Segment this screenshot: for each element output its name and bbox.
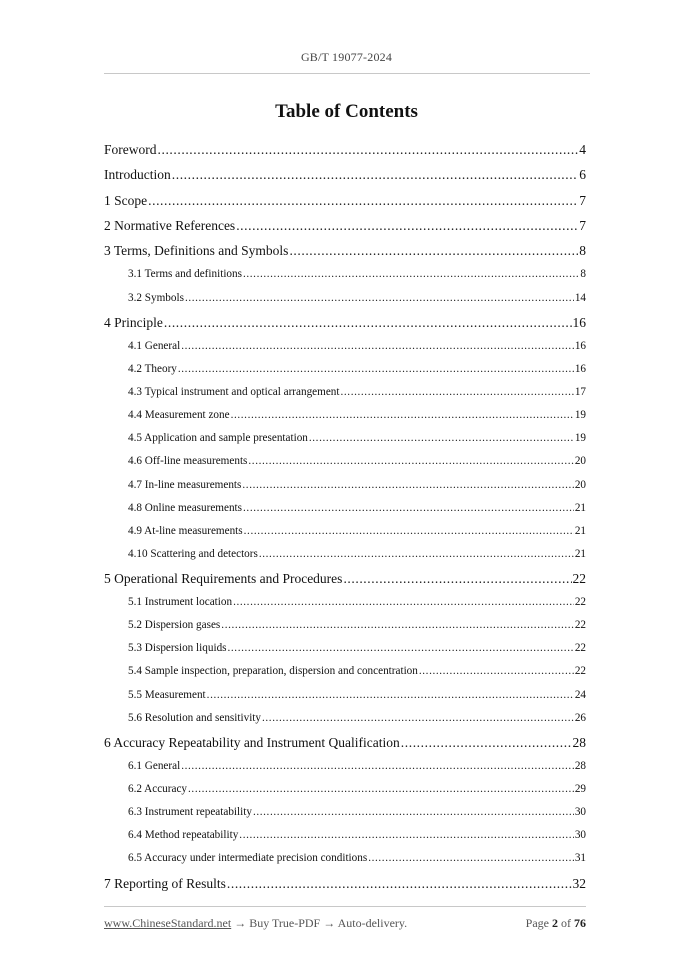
toc-page-number: 31 — [574, 852, 586, 865]
toc-subentry[interactable] — [104, 520, 586, 543]
toc-entry[interactable] — [104, 566, 586, 591]
dot-leader — [231, 404, 574, 427]
toc-entry-title: 4.3 Typical instrument and optical arrangement — [128, 386, 340, 399]
toc-entry-title: Foreword — [104, 142, 157, 157]
document-header: GB/T 19077-2024 — [300, 50, 393, 64]
toc-entry[interactable] — [104, 188, 586, 213]
toc-page-number: 32 — [572, 875, 586, 891]
toc-page-number: 22 — [574, 619, 586, 632]
toc-subentry[interactable] — [104, 824, 586, 847]
toc-entry-title: 6.2 Accuracy — [128, 783, 188, 796]
toc-subentry[interactable] — [104, 381, 586, 404]
arrow-icon: → — [234, 916, 247, 930]
toc-subentry[interactable] — [104, 614, 586, 637]
toc-entry-title: 2 Normative References — [104, 217, 236, 233]
toc-entry-title: 4.2 Theory — [128, 363, 177, 376]
footer-left — [104, 916, 407, 931]
toc-page-number: 21 — [574, 501, 586, 514]
dot-leader — [178, 358, 574, 381]
toc-entry[interactable] — [104, 730, 586, 755]
toc-page-number: 22 — [572, 570, 586, 586]
dot-leader — [309, 427, 574, 450]
toc-page-number: 14 — [574, 291, 586, 304]
toc-entry-title: 3.2 Symbols — [128, 291, 184, 304]
total-pages: 76 — [574, 916, 586, 930]
toc-entry-title: 6.4 Method repeatability — [128, 829, 239, 842]
toc-subentry[interactable] — [104, 684, 586, 707]
dot-leader — [242, 474, 573, 497]
toc-page-number: 21 — [574, 547, 586, 560]
toc-entry-title: 4.5 Application and sample presentation — [128, 432, 308, 445]
toc-entry-title: 5.3 Dispersion liquids — [128, 642, 227, 655]
dot-leader — [259, 543, 574, 566]
toc-subentry[interactable] — [104, 263, 586, 286]
toc-subentry[interactable] — [104, 755, 586, 778]
toc-subentry[interactable] — [104, 660, 586, 683]
page-title: Table of Contents — [275, 101, 418, 122]
toc-entry-title: 3 Terms, Definitions and Symbols — [104, 243, 289, 259]
toc-subentry[interactable] — [104, 591, 586, 614]
dot-leader — [185, 287, 574, 310]
dot-leader — [244, 520, 574, 543]
toc-entry-title: 5.6 Resolution and sensitivity — [128, 711, 262, 724]
toc-page-number: 4 — [579, 142, 586, 157]
toc-entry-title: 4 Principle — [104, 314, 163, 330]
toc-subentry[interactable] — [104, 637, 586, 660]
toc-entry-title: 7 Reporting of Results — [104, 875, 226, 891]
toc-entry-title: 5.1 Instrument location — [128, 596, 233, 609]
dot-leader — [233, 591, 574, 614]
toc-page-number: 20 — [574, 478, 586, 491]
dot-leader — [236, 213, 578, 238]
toc-entry-title: 6.3 Instrument repeatability — [128, 806, 252, 819]
dot-leader — [243, 263, 579, 286]
toc-entry[interactable] — [104, 213, 586, 238]
dot-leader — [401, 730, 572, 755]
dot-leader — [188, 778, 574, 801]
toc-page-number: 16 — [574, 339, 586, 352]
toc-entry-title: 4.1 General — [128, 339, 181, 352]
toc-entry-title: 6 Accuracy Repeatability and Instrument Qualification — [104, 734, 400, 750]
toc-subentry[interactable] — [104, 404, 586, 427]
toc-page-number: 7 — [579, 217, 586, 233]
toc-subentry[interactable] — [104, 358, 586, 381]
toc-subentry[interactable] — [104, 801, 586, 824]
toc-subentry[interactable] — [104, 474, 586, 497]
auto-delivery-text: Auto-delivery. — [337, 916, 408, 930]
toc-page-number: 6 — [579, 167, 586, 183]
dot-leader — [164, 310, 572, 335]
toc-entry-title: 5.4 Sample inspection, preparation, dispersion and concentration — [128, 665, 418, 678]
toc-page-number: 28 — [572, 734, 586, 750]
toc-entry-title: 4.7 In-line measurements — [128, 478, 242, 491]
dot-leader — [221, 614, 574, 637]
toc-page-number: 22 — [574, 642, 586, 655]
toc-entry-title: 6.1 General — [128, 760, 181, 773]
toc-entry-title: 5.2 Dispersion gases — [128, 619, 221, 632]
toc-page-number: 30 — [574, 829, 586, 842]
toc-page-number: 8 — [579, 243, 586, 259]
dot-leader — [343, 566, 571, 591]
footer-divider — [104, 906, 586, 907]
dot-leader — [228, 637, 574, 660]
page-of: of — [561, 916, 571, 930]
toc-subentry[interactable] — [104, 847, 586, 870]
dot-leader — [181, 335, 574, 358]
toc-entry-title: 3.1 Terms and definitions — [128, 268, 242, 281]
dot-leader — [227, 871, 572, 896]
website-link[interactable]: www.ChineseStandard.net — [104, 916, 232, 930]
toc-page-number: 22 — [574, 596, 586, 609]
dot-leader — [243, 497, 574, 520]
toc-page-number: 22 — [574, 665, 586, 678]
toc-page-number: 21 — [574, 524, 586, 537]
dot-leader — [368, 847, 574, 870]
toc-entry-title: 5 Operational Requirements and Procedures — [104, 570, 343, 586]
dot-leader — [248, 450, 573, 473]
toc-subentry[interactable] — [104, 287, 586, 310]
footer — [104, 916, 586, 931]
toc-page-number: 24 — [574, 688, 586, 701]
toc-page-number: 19 — [574, 409, 586, 422]
toc-page-number: 16 — [572, 314, 586, 330]
toc-entry-title: 6.5 Accuracy under intermediate precision conditions — [128, 852, 368, 865]
arrow-icon: → — [323, 916, 336, 930]
current-page: 2 — [552, 916, 558, 930]
header-divider — [104, 73, 590, 74]
dot-leader — [172, 162, 579, 187]
toc-page-number: 7 — [579, 192, 586, 208]
toc-entry-title: 4.10 Scattering and detectors — [128, 547, 258, 560]
dot-leader — [262, 707, 574, 730]
dot-leader — [207, 684, 574, 707]
toc-entry-title: 4.9 At-line measurements — [128, 524, 243, 537]
toc-entry-title: 4.4 Measurement zone — [128, 409, 230, 422]
toc-entry[interactable] — [104, 871, 586, 896]
toc-page-number: 17 — [574, 386, 586, 399]
toc-page-number: 28 — [574, 760, 586, 773]
toc-page-number: 8 — [580, 268, 586, 281]
dot-leader — [289, 238, 578, 263]
toc-entry-title: Introduction — [104, 167, 171, 183]
toc-subentry[interactable] — [104, 707, 586, 730]
dot-leader — [239, 824, 574, 847]
dot-leader — [253, 801, 574, 824]
toc-page-number: 29 — [574, 783, 586, 796]
dot-leader — [181, 755, 574, 778]
toc-page-number: 19 — [574, 432, 586, 445]
toc-entry[interactable] — [104, 238, 586, 263]
toc-page-number: 20 — [574, 455, 586, 468]
toc-subentry[interactable] — [104, 543, 586, 566]
table-of-contents — [104, 137, 586, 896]
page-label: Page — [525, 916, 549, 930]
toc-entry-title: 5.5 Measurement — [128, 688, 206, 701]
toc-entry[interactable] — [104, 137, 586, 162]
toc-entry[interactable] — [104, 162, 586, 187]
toc-page-number: 16 — [574, 363, 586, 376]
dot-leader — [158, 137, 579, 162]
toc-subentry[interactable] — [104, 450, 586, 473]
page-number — [526, 916, 586, 931]
toc-subentry[interactable] — [104, 335, 586, 358]
toc-subentry[interactable] — [104, 778, 586, 801]
buy-true-pdf-link[interactable]: Buy True-PDF — [249, 916, 321, 930]
toc-page-number: 26 — [574, 711, 586, 724]
toc-entry-title: 4.6 Off-line measurements — [128, 455, 248, 468]
toc-entry-title: 1 Scope — [104, 192, 148, 208]
toc-subentry[interactable] — [104, 497, 586, 520]
toc-entry[interactable] — [104, 310, 586, 335]
toc-subentry[interactable] — [104, 427, 586, 450]
toc-page-number: 30 — [574, 806, 586, 819]
toc-entry-title: 4.8 Online measurements — [128, 501, 243, 514]
dot-leader — [341, 381, 574, 404]
dot-leader — [419, 660, 574, 683]
dot-leader — [148, 188, 578, 213]
